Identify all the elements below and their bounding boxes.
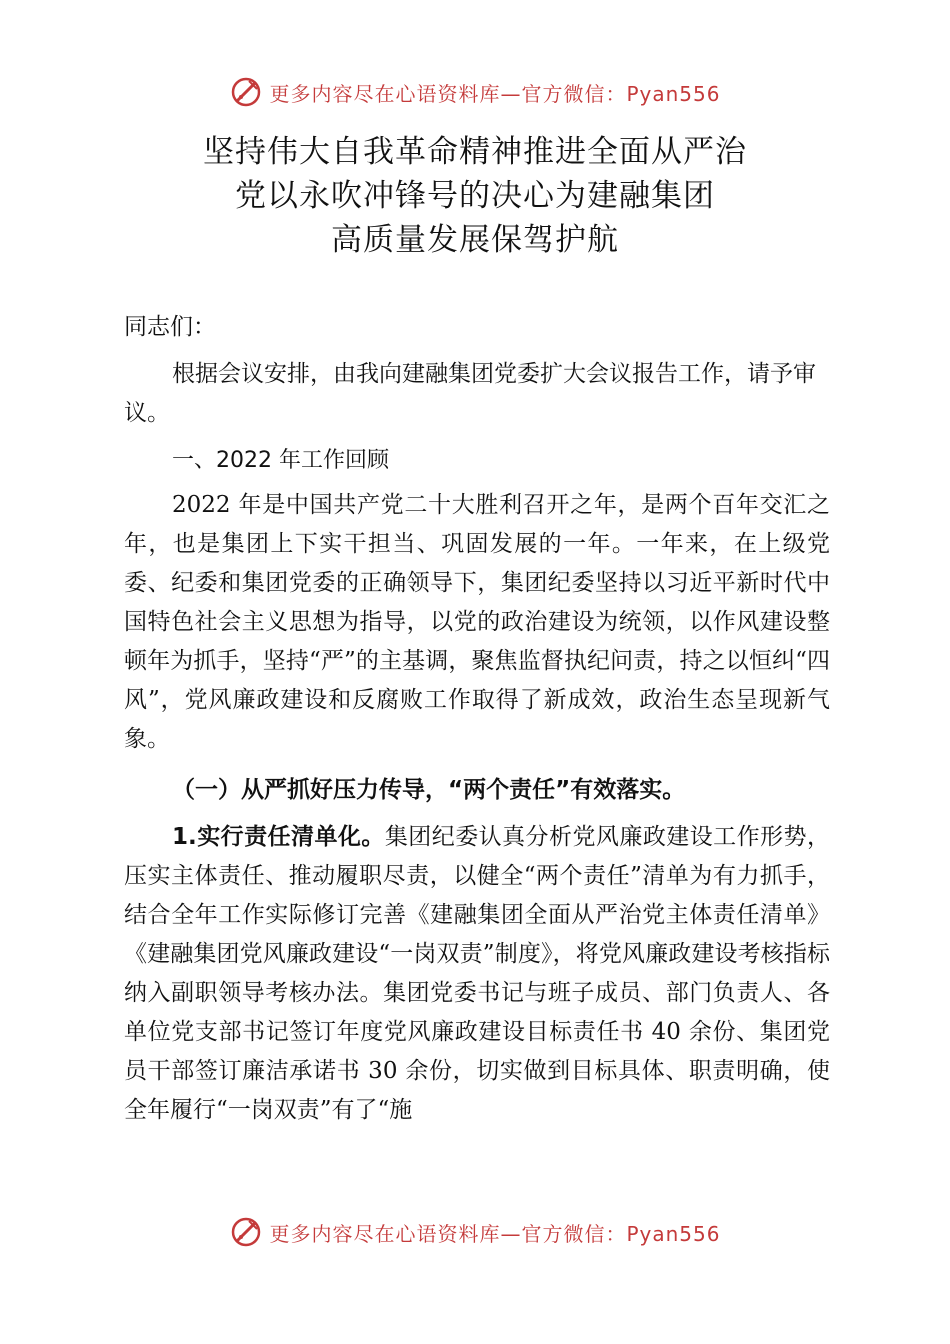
watermark-text: 更多内容尽在心语资料库—官方微信：Pyan556 — [269, 1221, 721, 1246]
review-paragraph: 2022 年是中国共产党二十大胜利召开之年，是两个百年交汇之年，也是集团上下实干担当、巩固发展的一年。一年来，在上级党委、纪委和集团党委的正确领导下，集团纪委坚持以习近平新时代中国特色社会主义思想为指导，以党的政治建设为统领，以作风建设整顿年为抓手，坚持“严”的主基调，聚焦监督执纪问责，持之以恒纠“四风”，党风廉政建设和反腐败工作取得了新成效，政治生态呈现新气象。 — [124, 492, 830, 752]
item-lead: 1.实行责任清单化。 — [172, 824, 385, 850]
item-text: 集团纪委认真分析党风廉政建设工作形势，压实主体责任、推动履职尽责，以健全“两个责任”清单为有力抓手，结合全年工作实际修订完善《建融集团全面从严治党主体责任清单》《建融集团党风廉政建设“一岗双责”制度》，将党风廉政建设考核指标纳入副职领导考核办法。集团党委书记与班子成员、部门负责人、各单位党支部书记签订年度党风廉政建设目标责任书 40 余份、集团党员干部签订廉洁承诺书 30 余份，切实做到目标具体、职责明确，使全年履行“一岗双责”有了“施 — [124, 824, 830, 1123]
pen-logo-icon — [229, 1215, 263, 1249]
title-line: 党以永吹冲锋号的决心为建融集团 — [235, 178, 715, 214]
header-watermark — [0, 72, 950, 112]
title-line: 高质量发展保驾护航 — [331, 222, 619, 258]
watermark-text: 更多内容尽在心语资料库—官方微信：Pyan556 — [269, 81, 721, 106]
intro-paragraph: 根据会议安排，由我向建融集团党委扩大会议报告工作，请予审议。 — [124, 361, 816, 426]
footer-watermark — [0, 1212, 950, 1252]
document-body — [124, 308, 830, 1130]
title-line: 坚持伟大自我革命精神推进全面从严治 — [203, 134, 747, 170]
subsection-heading: （一）从严抓好压力传导，“两个责任”有效落实。 — [172, 777, 686, 803]
document-title — [0, 130, 950, 262]
item-paragraph — [124, 818, 830, 1130]
pen-logo-icon — [229, 75, 263, 109]
section-heading: 一、2022 年工作回顾 — [172, 448, 389, 473]
greeting: 同志们： — [124, 314, 216, 340]
